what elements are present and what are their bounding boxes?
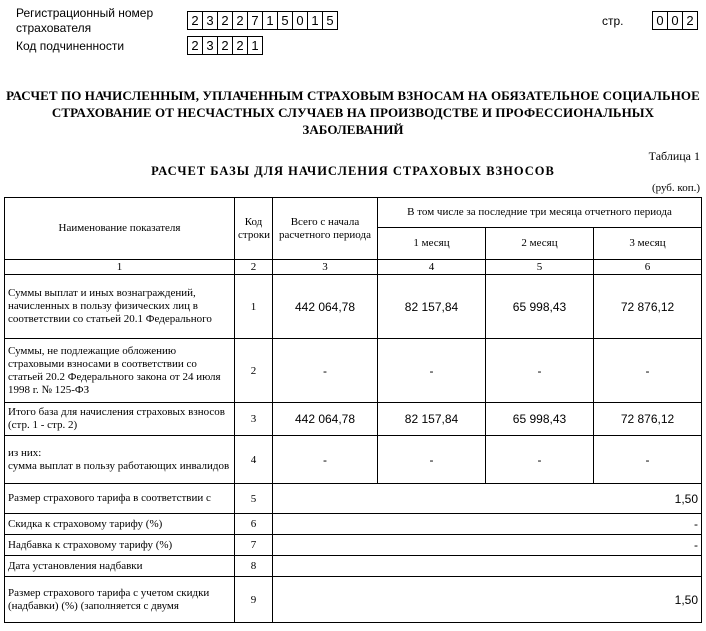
page-label: стр. [602,14,624,28]
row-name-line1: из них: [8,446,42,459]
sub-digit: 3 [203,37,218,54]
row-total: - [273,339,378,403]
row-month2: 65 998,43 [486,275,594,339]
row-month2: - [486,339,594,403]
page-digit: 0 [653,12,668,29]
col-header-total: Всего с начала расчетного периода [273,198,378,260]
row-name: Суммы выплат и иных вознаграждений, начисленных в пользу физических лиц в соответствии со статьей 20.1 Федерального [5,275,235,339]
col-header-month3: 3 месяц [594,228,702,260]
table-subtitle: РАСЧЕТ БАЗЫ ДЛЯ НАЧИСЛЕНИЯ СТРАХОВЫХ ВЗНОСОВ [151,164,555,178]
row-code: 2 [235,339,273,403]
reg-digit: 3 [203,12,218,29]
reg-digit: 2 [188,12,203,29]
reg-digit: 0 [293,12,308,29]
reg-digit: 1 [263,12,278,29]
page-digit: 0 [668,12,683,29]
table-row [5,275,702,339]
row-month3: - [594,339,702,403]
sub-digit: 2 [233,37,248,54]
units-label: (руб. коп.) [651,182,700,194]
row-code: 3 [235,403,273,436]
row-name [5,436,235,484]
tariff-name: Скидка к страховому тарифу (%) [5,514,235,535]
subordination-label: Код подчиненности [16,39,125,53]
row-total: 442 064,78 [273,275,378,339]
reg-number-label-line1: Регистрационный номер [16,6,154,20]
sub-digit: 2 [188,37,203,54]
document-title-line1: РАСЧЕТ ПО НАЧИСЛЕННЫМ, УПЛАЧЕННЫМ СТРАХОВЫМ ВЗНОСАМ НА ОБЯЗАТЕЛЬНОЕ СОЦИАЛЬНОЕ [6,88,700,103]
reg-number-label [16,6,153,36]
tariff-row [5,514,702,535]
reg-number-cells [187,11,338,30]
row-month2: 65 998,43 [486,403,594,436]
col-header-group: В том числе за последние три месяца отчетного периода [378,198,702,228]
row-code: 1 [235,275,273,339]
row-month1: - [378,436,486,484]
row-month1: 82 157,84 [378,403,486,436]
table-row [5,403,702,436]
tariff-value: - [273,535,702,556]
tariff-value [273,556,702,577]
tariff-name: Надбавка к страховому тарифу (%) [5,535,235,556]
tariff-name: Размер страхового тарифа в соответствии с [5,484,235,514]
tariff-code: 6 [235,514,273,535]
row-total: 442 064,78 [273,403,378,436]
reg-digit: 7 [248,12,263,29]
tariff-value: 1,50 [273,484,702,514]
reg-number-label-line2: страхователя [16,21,92,35]
col-header-name: Наименование показателя [5,198,235,260]
row-month3: 72 876,12 [594,275,702,339]
table-row [5,339,702,403]
col-index: 3 [273,260,378,275]
col-index: 5 [486,260,594,275]
reg-digit: 2 [233,12,248,29]
tariff-name: Дата установления надбавки [5,556,235,577]
col-header-month1: 1 месяц [378,228,486,260]
tariff-row [5,577,702,623]
row-month2: - [486,436,594,484]
row-month3: - [594,436,702,484]
table-row [5,436,702,484]
base-calculation-table [4,197,702,623]
tariff-row [5,484,702,514]
tariff-code: 7 [235,535,273,556]
col-index: 4 [378,260,486,275]
col-index: 2 [235,260,273,275]
tariff-value: 1,50 [273,577,702,623]
col-index: 6 [594,260,702,275]
row-month1: 82 157,84 [378,275,486,339]
reg-digit: 5 [326,13,334,28]
tariff-code: 9 [235,577,273,623]
table-label: Таблица 1 [648,149,700,163]
tariff-name: Размер страхового тарифа с учетом скидки (надбавки) (%) (заполняется с двумя [5,577,235,623]
sub-digit: 2 [218,37,233,54]
reg-digit: 1 [308,12,323,29]
reg-digit: 5 [278,12,293,29]
row-name: Суммы, не подлежащие обложению страховыми взносами в соответствии со статьей 20.2 Федерального закона от 24 июля 1998 г. № 125-ФЗ [5,339,235,403]
tariff-row [5,535,702,556]
document-title-line2: СТРАХОВАНИЕ ОТ НЕСЧАСТНЫХ СЛУЧАЕВ НА ПРОИЗВОДСТВЕ И ПРОФЕССИОНАЛЬНЫХ ЗАБОЛЕВАНИЙ [51,105,655,137]
col-index: 1 [5,260,235,275]
row-code: 4 [235,436,273,484]
tariff-row [5,556,702,577]
row-name: Итого база для начисления страховых взносов (стр. 1 - стр. 2) [5,403,235,436]
row-total: - [273,436,378,484]
reg-digit: 2 [218,12,233,29]
tariff-value: - [273,514,702,535]
page-digit: 2 [686,13,694,28]
row-month1: - [378,339,486,403]
row-name-line2: сумма выплат в пользу работающих инвалидов [8,459,230,472]
row-month3: 72 876,12 [594,403,702,436]
subordination-cells [187,36,263,55]
sub-digit: 1 [251,38,259,53]
page-number-cells [652,11,698,30]
column-index-row [5,260,702,275]
tariff-code: 5 [235,484,273,514]
col-header-code: Код строки [235,198,273,260]
tariff-code: 8 [235,556,273,577]
col-header-month2: 2 месяц [486,228,594,260]
